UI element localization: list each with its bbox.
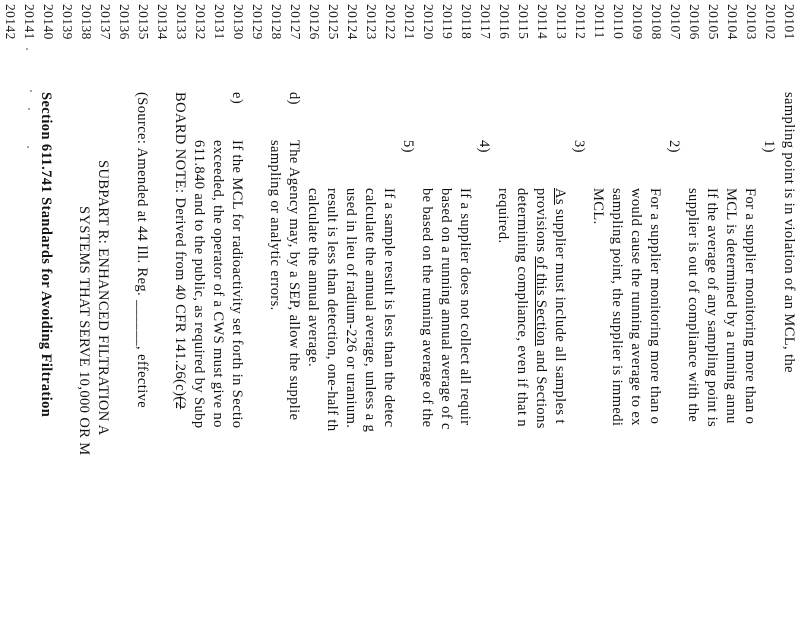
line-number: 20104 <box>725 4 740 40</box>
text-line-10: sampling point, the supplier is immedi <box>609 188 625 427</box>
line-number: 20133 <box>174 4 189 40</box>
line-number: 20124 <box>345 4 360 40</box>
item-marker-4: 4) <box>476 140 492 153</box>
text-line-29: sampling or analytic errors. <box>267 140 283 311</box>
text-line <box>757 0 777 618</box>
text-line-33: 611.840 and to the public, as required by Subp <box>191 140 207 429</box>
line-number: 20128 <box>269 4 284 40</box>
text-line-31: If the MCL for radioactivity set forth in Sectio <box>229 140 245 429</box>
item-marker-2: 2) <box>666 140 682 153</box>
line-number: 20119 <box>440 4 455 40</box>
line-number: 20110 <box>611 4 626 40</box>
line-number: 20117 <box>478 4 493 40</box>
line-number: 20129 <box>250 4 265 40</box>
line-number: 20106 <box>687 4 702 40</box>
line-number: 20108 <box>649 4 664 40</box>
line-number: 20116 <box>497 4 512 40</box>
text-line-24: used in lieu of radium-226 or uranium. <box>343 188 359 429</box>
line-number: 20120 <box>421 4 436 40</box>
inserted-text: of this Section <box>533 256 549 347</box>
text-line-20: be based on the running average of the <box>419 188 435 428</box>
line-number: 20135 <box>136 4 151 40</box>
text-line-19: based on a running annual average of c <box>438 188 454 430</box>
text-line-23: calculate the annual average, unless a g <box>362 188 378 433</box>
deleted-text: (2 <box>172 396 188 410</box>
text-line-16: required. <box>495 188 511 244</box>
item-marker-5: 5) <box>400 140 416 153</box>
line-number: 20111 <box>592 4 607 39</box>
text-line-28: The Agency may, by a SEP, allow the supplie <box>286 140 302 421</box>
text-line-11: MCL. <box>590 188 606 225</box>
line-number: 20134 <box>155 4 170 40</box>
text-line-8: For a supplier monitoring more than o <box>647 188 663 425</box>
source-note: (Source: Amended at 44 Ill. Reg. ______, effective <box>134 92 150 409</box>
line-number: 20105 <box>706 4 721 40</box>
line-number: 20132 <box>193 4 208 40</box>
line-number: 20113 <box>554 4 569 40</box>
line-number: 20137 <box>98 4 113 40</box>
line-number: 20118 <box>459 4 474 40</box>
line-number: 20125 <box>326 4 341 40</box>
subpart-heading-line-2: SYSTEMS THAT SERVE 10,000 OR M <box>76 206 92 456</box>
text-line-25: result is less than detection, one-half th <box>324 188 340 432</box>
text-line-6: supplier is out of compliance with the <box>685 188 701 423</box>
line-number: 20121 <box>402 4 417 40</box>
line-number: 20142 <box>3 4 18 40</box>
line-number: 20101 <box>782 4 797 40</box>
text-line-14: provisions of this Section and Sections <box>533 188 549 429</box>
line-number: 20141 <box>22 4 37 40</box>
line-number: 20139 <box>60 4 75 40</box>
section-heading: Section 611.741 Standards for Avoiding Filtration <box>38 92 54 418</box>
text-line <box>777 0 797 618</box>
line-number: 20112 <box>573 4 588 40</box>
item-marker-d: d) <box>286 92 302 105</box>
text-line-1: sampling point is in violation of an MCL, the <box>781 92 797 373</box>
line-number: 20138 <box>79 4 94 40</box>
line-number: 20103 <box>744 4 759 40</box>
text-line-32: exceeded, the operator of a CWS must give no <box>210 140 226 428</box>
line-number: 20123 <box>364 4 379 40</box>
text-line-4: MCL is determined by a running annu <box>723 188 739 424</box>
line-number: 20140 <box>41 4 56 40</box>
line-number: 20115 <box>516 4 531 40</box>
line-number: 20126 <box>307 4 322 40</box>
subpart-heading-line-1: SUBPART R: ENHANCED FILTRATION A <box>95 160 111 436</box>
scan-speck <box>28 108 30 110</box>
text-line-15: determining compliance, even if that n <box>514 188 530 428</box>
line-number: 20122 <box>383 4 398 40</box>
text-line-9: would cause the running average to ex <box>628 188 644 426</box>
inserted-text: As <box>552 188 568 205</box>
line-number: 20107 <box>668 4 683 40</box>
text-line-26: calculate the annual average. <box>305 188 321 368</box>
text-line-3: For a supplier monitoring more than o <box>742 188 758 425</box>
item-marker-e: e) <box>229 92 245 105</box>
text-line-18: If a supplier does not collect all requir <box>457 188 473 426</box>
scan-speck <box>30 90 32 92</box>
line-number: 20130 <box>231 4 246 40</box>
line-number: 20109 <box>630 4 645 40</box>
board-note: BOARD NOTE: Derived from 40 CFR 141.26(c)(2 <box>172 92 188 410</box>
scan-speck <box>26 48 28 50</box>
item-marker-3: 3) <box>571 140 587 153</box>
line-number: 20127 <box>288 4 303 40</box>
scan-speck <box>27 146 29 148</box>
text-line-13: As supplier must include all samples t <box>552 188 568 424</box>
item-marker-1: 1) <box>761 140 777 153</box>
text-line-22: If a sample result is less than the detec <box>381 188 397 428</box>
line-number: 20102 <box>763 4 778 40</box>
text-line-5: If the average of any sampling point is <box>704 188 720 428</box>
line-number: 20114 <box>535 4 550 40</box>
line-number: 20131 <box>212 4 227 40</box>
line-number: 20136 <box>117 4 132 40</box>
